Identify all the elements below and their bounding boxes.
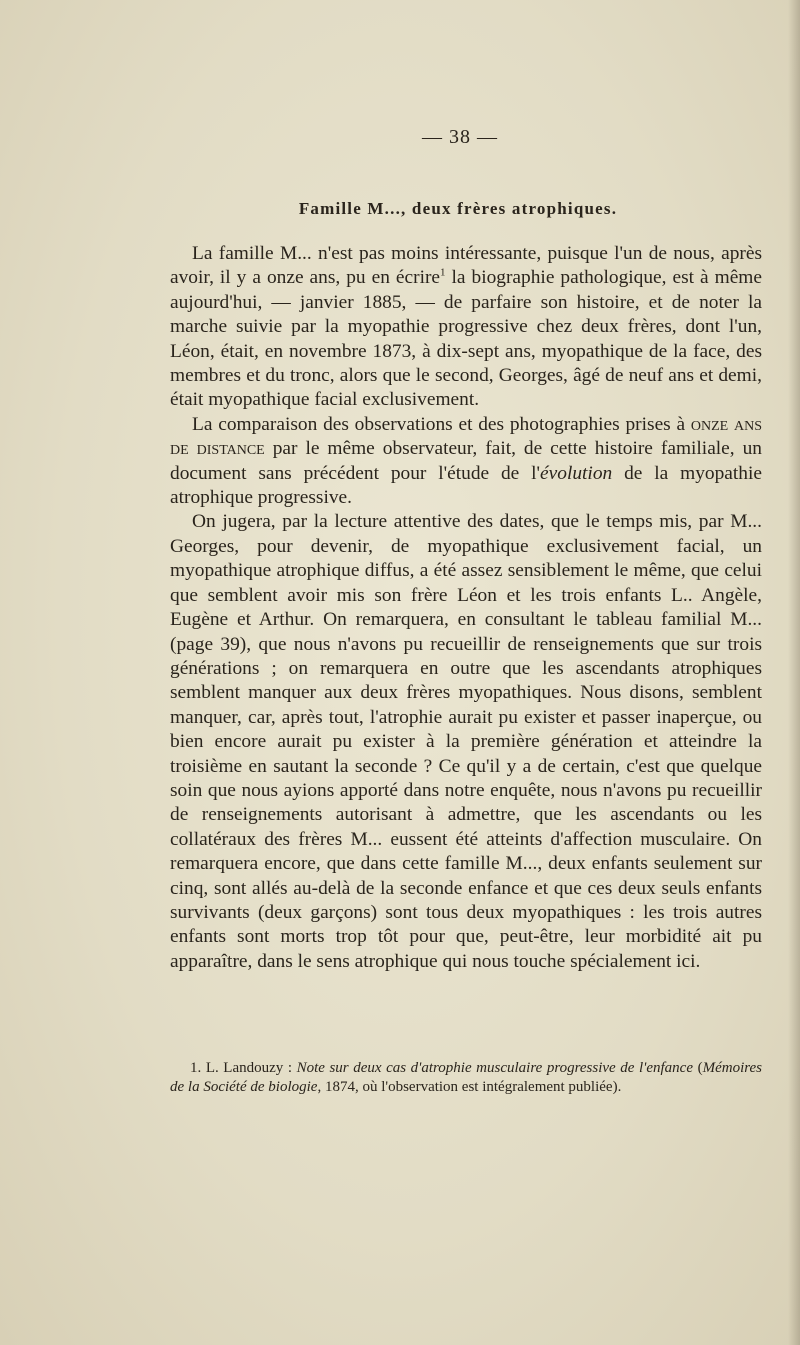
paragraph-2-text-b: par le même observateur, fait, de cette histoire familiale, un document sans précédent pour l'étude de l' (170, 438, 763, 484)
paragraph-1 (170, 242, 762, 413)
footnote-marker: 1. (190, 1060, 202, 1076)
paragraph-2-emphasis: évolution (540, 462, 613, 484)
footnote-paren: ( (697, 1060, 703, 1076)
footnote-author: L. Landouzy : (205, 1060, 292, 1076)
paragraph-1-text-a: La famille M... n'est pas moins intéressante, puisque l'un de nous, après avoir, il y a onze ans, pu en écrire (170, 243, 762, 289)
paragraph-2-smallcaps: onze ans de distance (170, 413, 762, 460)
paragraph-3: On jugera, par la lecture attentive des dates, que le temps mis, par M... Georges, pour devenir, de myopathique exclusivement facial, un myopathique atrophique diffus, a été assez sensiblement le même, que celui que semblent avoir mis son frère Léon et les trois enfants L.. Angèle, Eugène et Arthur. On remarquera, en consultant le tableau familial M... (page 39), que nous n'avons pu recueillir de renseignements que sur trois générations ; on remarquera en outre que les ascendants atrophiques semblent manquer aux deux frères myopathiques. Nous disons, semblent manquer, car, après tout, l'atrophie aurait pu exister et passer inaperçue, ou bien encore aurait pu exister à la première génération et atteindre la troisième en sautant la seconde ? Ce qu'il y a de certain, c'est que quelque soin que nous ayions apporté dans notre enquête, nous n'avons pu recueillir de renseignements autorisant à admettre, que les ascendants ou les collatéraux des frères M... eussent été atteints d'affection musculaire. On remarquera encore, que dans cette famille M..., deux enfants seulement sur cinq, sont allés au-delà de la seconde enfance et que ces deux seuls enfants survivants (deux garçons) sont tous deux myopathiques : les trois autres enfants sont morts trop tôt pour que, peut-être, leur morbidité ait pu apparaître, dans le sens atrophique qui nous touche spécialement ici. (170, 511, 762, 972)
body-text (170, 242, 762, 974)
footnote-rest: , 1874, où l'observation est intégralement publiée). (317, 1079, 622, 1095)
paragraph-1-text-b: la biographie pathologique, est à même aujourd'hui, — janvier 1885, — de parfaire son histoire, et de noter la marche suivie par la myopathie progressive chez deux frères, dont l'un, Léon, était, en novembre 1873, à dix-sept ans, myopathique de la face, des membres et du tronc, alors que le second, Georges, âgé de neuf ans et demi, était myopathique facial exclusivement. (170, 267, 762, 411)
page-number: — 38 — (422, 126, 498, 148)
paragraph-2 (170, 413, 762, 511)
footnote-source: Mémoires de la Société de biologie (170, 1060, 763, 1095)
section-heading: Famille M..., deux frères atrophiques. (298, 199, 618, 218)
paragraph-2-text-a: La comparaison des observations et des photographies prises à (192, 413, 686, 435)
footnote-title: Note sur deux cas d'atrophie musculaire progressive de l'enfance (296, 1060, 694, 1076)
footnote (170, 1059, 762, 1097)
paragraph-2-text-c: de la myopathie atrophique progressive. (170, 462, 762, 509)
footnote-reference: 1 (440, 266, 446, 279)
